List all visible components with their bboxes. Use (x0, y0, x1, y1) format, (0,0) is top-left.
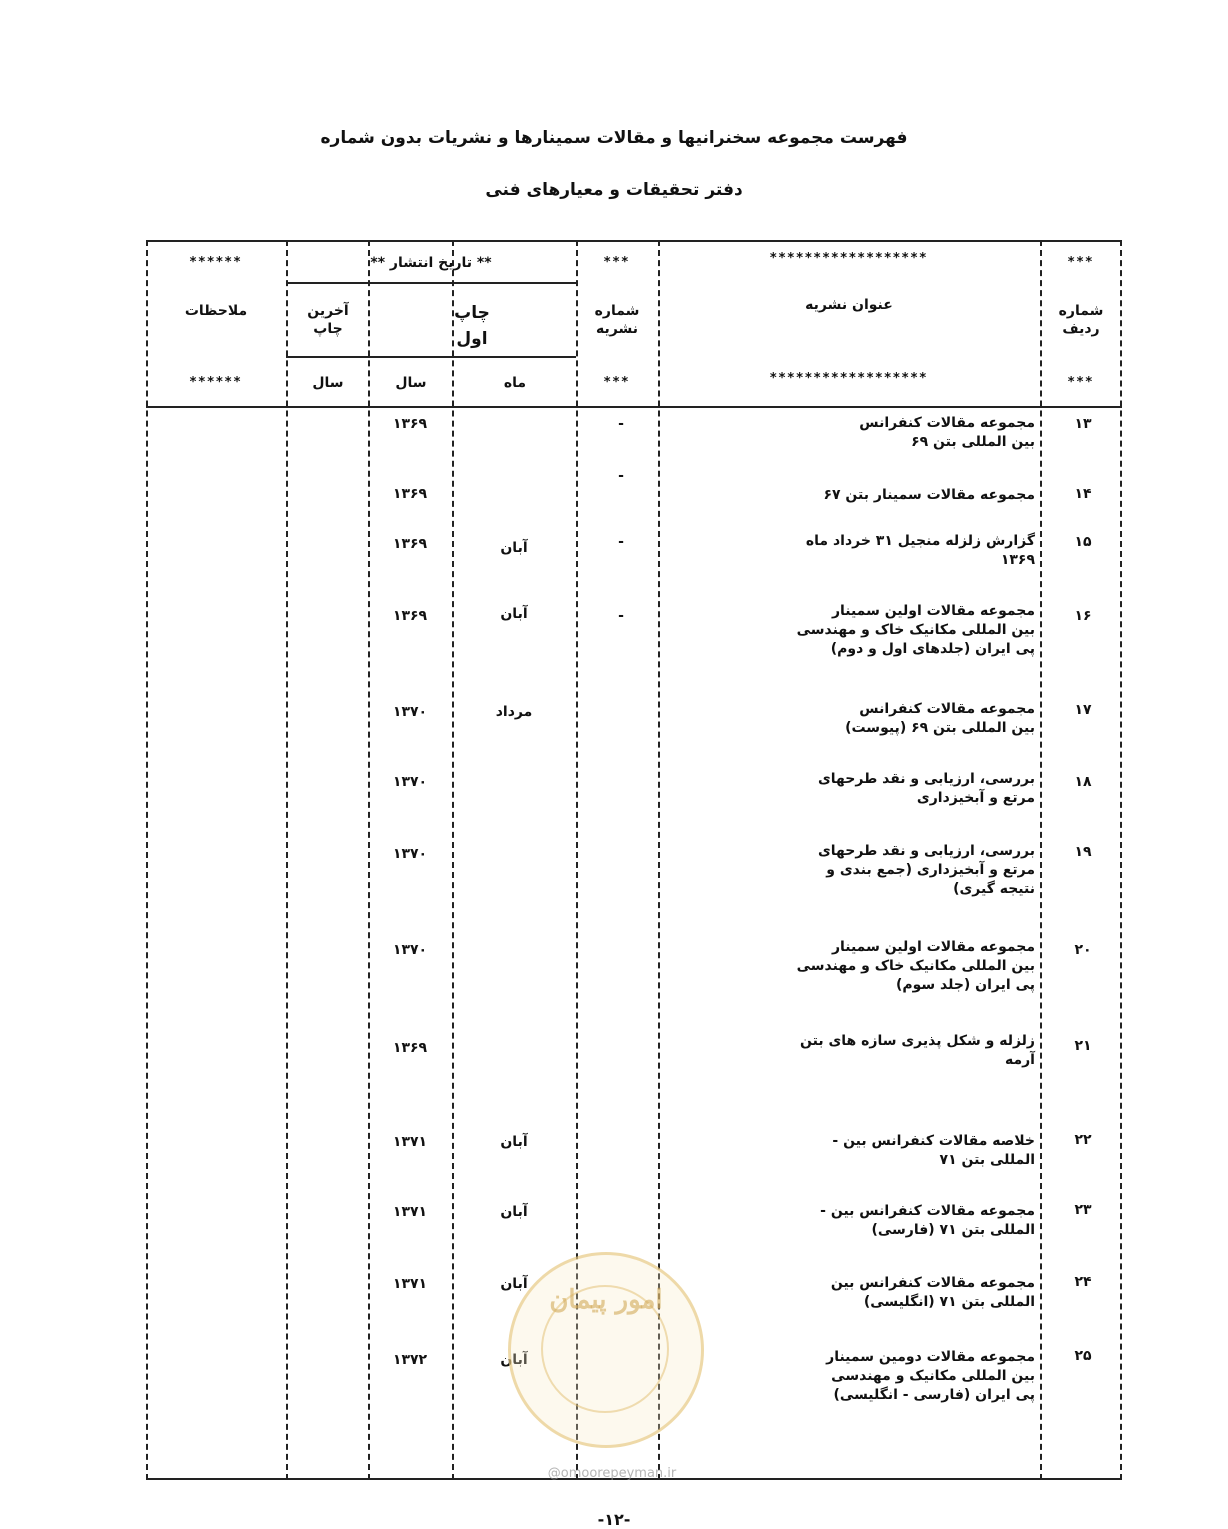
row-month: آبان (500, 540, 528, 556)
row-title: گزارش زلزله منجیل ۳۱ خرداد ماه ۱۳۶۹ (805, 533, 1035, 568)
row-number: ۲۵ (1074, 1348, 1092, 1364)
row-month: آبان (500, 1276, 528, 1292)
last-print-year-header: سال (312, 375, 344, 391)
row-title: مجموعه مقالات دومین سمینار بین المللی مکانیک و مهندسی پی ایران (فارسی - انگلیسی) (826, 1349, 1035, 1403)
print-subheader-separator (286, 356, 576, 358)
row-year: ۱۳۷۲ (392, 1352, 428, 1368)
row-number: ۲۳ (1074, 1202, 1092, 1218)
row-number: ۱۶ (1074, 608, 1092, 624)
row-number: ۱۴ (1074, 486, 1092, 502)
row-pub-number: - (618, 416, 624, 432)
row-year: ۱۳۷۱ (392, 1204, 428, 1220)
column-divider-remarks (286, 240, 288, 1480)
title-stars-top: ****************** (769, 251, 929, 266)
row-year: ۱۳۷۰ (392, 942, 428, 958)
row-pub-number: - (618, 468, 624, 484)
row-month: آبان (500, 1134, 528, 1150)
first-print-header: چاپ اول (454, 303, 490, 349)
row-year: ۱۳۷۰ (392, 704, 428, 720)
row-number: ۱۹ (1074, 844, 1092, 860)
row-title: مجموعه مقالات کنفرانس بین المللی بتن ۷۱ (انگلیسی) (830, 1275, 1035, 1310)
row-month: آبان (500, 606, 528, 622)
first-print-year-header: سال (395, 375, 427, 391)
row-pub-number: - (618, 608, 624, 624)
row-year: ۱۳۶۹ (392, 416, 428, 432)
row-number: ۱۵ (1074, 534, 1092, 550)
row-title: مجموعه مقالات کنفرانس بین المللی بتن ۶۹ (پیوست) (845, 701, 1035, 736)
document-subtitle: دفتر تحقیقات و معیارهای فنی (485, 180, 743, 200)
row-title: بررسی، ارزیابی و نقد طرحهای مرتع و آبخیزداری (817, 771, 1035, 806)
row-year: ۱۳۷۰ (392, 846, 428, 862)
pub-number-header: شماره نشریه (594, 303, 640, 337)
table-top-border (146, 240, 1122, 242)
row-year: ۱۳۶۹ (392, 486, 428, 502)
row-title: مجموعه مقالات کنفرانس بین المللی بتن ۶۹ (859, 415, 1035, 450)
row-number: ۱۳ (1074, 416, 1092, 432)
row-month: آبان (500, 1204, 528, 1220)
row-title: مجموعه مقالات اولین سمینار بین المللی مکانیک خاک و مهندسی پی ایران (جلدهای اول و دوم) (796, 603, 1035, 657)
row-number: ۱۷ (1074, 702, 1092, 718)
pub-number-stars-top: *** (603, 255, 631, 270)
watermark-seal (508, 1252, 704, 1448)
title-stars-bottom: ****************** (769, 371, 929, 386)
row-number-stars-top: *** (1067, 255, 1095, 270)
row-number-stars-bottom: *** (1067, 375, 1095, 390)
column-divider-year (452, 240, 454, 1480)
row-month: مرداد (495, 704, 533, 720)
row-number: ۱۸ (1074, 774, 1092, 790)
row-year: ۱۳۷۰ (392, 774, 428, 790)
remarks-header: ملاحظات (184, 303, 248, 319)
row-title: مجموعه مقالات اولین سمینار بین المللی مکانیک خاک و مهندسی پی ایران (جلد سوم) (796, 939, 1035, 993)
remarks-stars-top: ****** (189, 255, 243, 270)
row-title: خلاصه مقالات کنفرانس بین - المللی بتن ۷۱ (832, 1133, 1035, 1168)
row-number: ۲۱ (1074, 1038, 1092, 1054)
row-year: ۱۳۷۱ (392, 1134, 428, 1150)
remarks-stars-bottom: ****** (189, 375, 243, 390)
row-title: بررسی، ارزیابی و نقد طرحهای مرتع و آبخیزداری (جمع بندی و نتیجه گیری) (817, 843, 1035, 897)
row-number-header: شماره ردیف (1058, 303, 1104, 337)
row-month: آبان (500, 1352, 528, 1368)
row-year: ۱۳۶۹ (392, 536, 428, 552)
row-year: ۱۳۷۱ (392, 1276, 428, 1292)
row-year: ۱۳۶۹ (392, 1040, 428, 1056)
row-title: مجموعه مقالات کنفرانس بین - المللی بتن ۷۱ (فارسی) (820, 1203, 1035, 1238)
watermark-url: @omoorepeyman.ir (547, 1466, 677, 1481)
date-group-separator (286, 282, 576, 284)
row-number: ۲۲ (1074, 1132, 1092, 1148)
column-divider-title (1040, 240, 1042, 1480)
pub-number-stars-bottom: *** (603, 375, 631, 390)
row-number: ۲۴ (1074, 1274, 1092, 1290)
watermark-text: امور پیمان (549, 1285, 663, 1315)
header-bottom-border (146, 406, 1122, 408)
table-left-border (146, 240, 148, 1480)
page-number: -۱۲- (597, 1510, 631, 1529)
row-title: مجموعه مقالات سمینار بتن ۶۷ (823, 487, 1035, 503)
row-title: زلزله و شکل پذیری سازه های بتن آرمه (800, 1033, 1035, 1068)
row-number: ۲۰ (1074, 942, 1092, 958)
row-year: ۱۳۶۹ (392, 608, 428, 624)
publication-date-header: ** تاریخ انتشار ** (370, 255, 492, 271)
first-print-month-header: ماه (503, 375, 527, 391)
title-header: عنوان نشریه (805, 297, 893, 313)
last-print-header: آخرین چاپ (307, 303, 349, 337)
row-pub-number: - (618, 534, 624, 550)
document-title: فهرست مجموعه سخنرانیها و مقالات سمینارها و نشریات بدون شماره (320, 128, 908, 148)
